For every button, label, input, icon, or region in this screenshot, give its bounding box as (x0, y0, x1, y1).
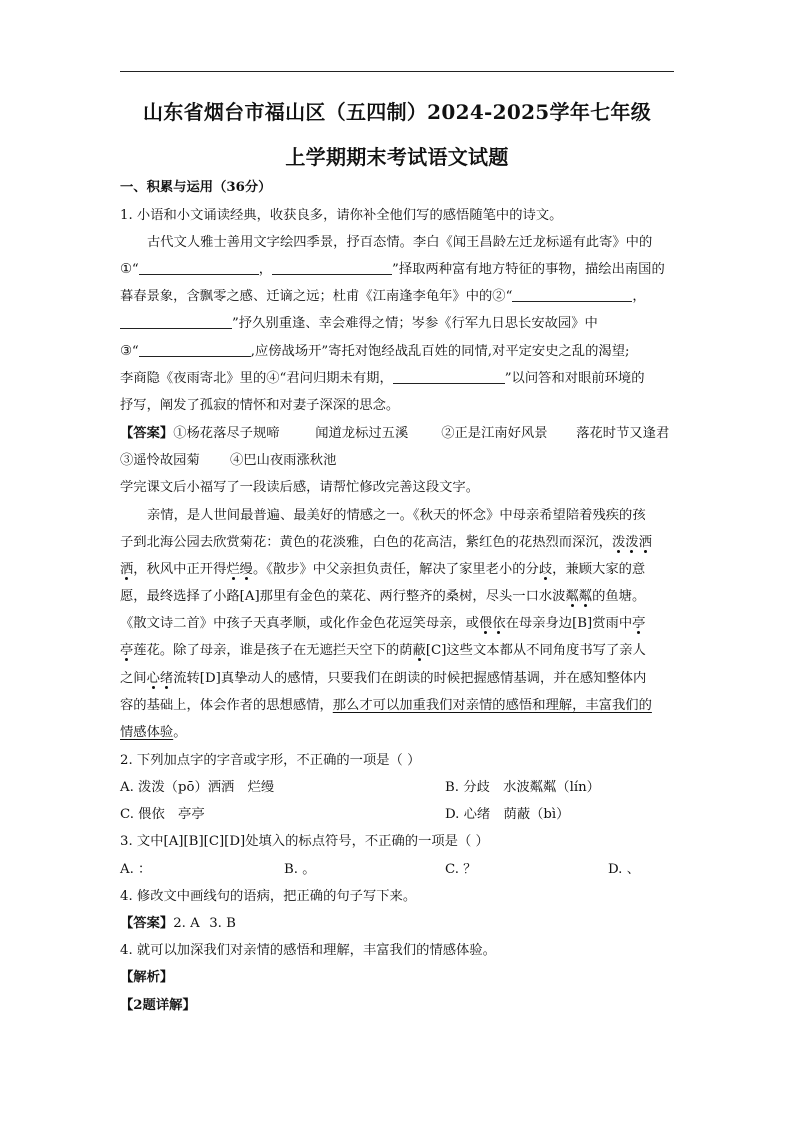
page-title: 山东省烟台市福山区（五四制）2024-2025学年七年级 (142, 100, 652, 124)
answer-item: 2. A (173, 916, 200, 931)
dotted-char: 粼 (565, 589, 579, 604)
dotted-char: 烂 (226, 562, 240, 577)
dotted-char: 蔽 (412, 643, 426, 658)
passage-line (120, 669, 646, 689)
q2-option-d: D. 心绪 荫蔽（bì） (445, 807, 570, 822)
answer-blank[interactable] (139, 260, 259, 275)
dotted-char: 偎 (479, 616, 493, 631)
dotted-char: 绪 (159, 671, 174, 686)
dotted-char: 粼 (578, 589, 593, 604)
passage-line (120, 587, 645, 607)
answer-label: 【答案】 (120, 426, 174, 441)
q2-option-a: A. 泼泼（pō）洒洒 烂缦 (120, 780, 275, 795)
text: ,应傍战场开”寄托对饱经战乱百姓的同情,对平定安史之乱的渴望; (250, 344, 630, 359)
text: 流转[D]真挚动人的感情，只要我们在朗读的时候把握感情基调，并在感知整体内 (173, 671, 647, 686)
passage-line (120, 533, 652, 553)
text: 的鱼塘。 (592, 589, 646, 604)
passage-line: 亲情，是人世间最普遍、最美好的情感之一。《秋天的怀念》中母亲希望陪着残疾的孩 (147, 508, 646, 523)
q1-answer (120, 424, 669, 444)
answer-blank[interactable] (272, 260, 392, 275)
text: 之间 (120, 671, 147, 686)
passage-line (120, 560, 645, 580)
answer-item: ③遥怜故园菊 (120, 453, 200, 468)
analysis-label: 【解析】 (120, 970, 174, 985)
dotted-char: 依 (492, 616, 506, 631)
underlined-sentence: 情感体验 (120, 725, 174, 740)
text: 《散文诗二首》中孩子天真孝顺，或化作金色花逗笑母亲，或 (120, 616, 480, 631)
q2-stem: 2. 下列加点字的字音或字形，不正确的一项是（ ） (120, 753, 421, 768)
page-subtitle: 上学期期末考试语文试题 (285, 145, 509, 169)
answer-item: ①杨花落尽子规啼 (173, 426, 280, 441)
answer-blank[interactable] (120, 314, 232, 329)
text: ， (258, 262, 273, 277)
answer-line: 4. 就可以加深我们对亲情的感悟和理解，丰富我们的情感体验。 (120, 943, 496, 958)
passage-line (120, 614, 645, 634)
q4-stem: 4. 修改文中画线句的语病，把正确的句子写下来。 (120, 889, 417, 904)
answer-blank[interactable] (139, 342, 251, 357)
q3-option-b: B. 。 (284, 862, 316, 877)
text: 暮春景象，含飘零之感、迁谪之远；杜甫《江南逢李龟年》中的②“ (120, 289, 513, 304)
q1-paragraph-line: 抒写，阐发了孤寂的情怀和对妻子深深的思念。 (120, 398, 400, 413)
detail-label: 【2题详解】 (120, 998, 196, 1013)
text: ③“ (120, 344, 139, 359)
dotted-char: 心 (146, 671, 160, 686)
dotted-char: 亭 (632, 616, 646, 631)
header-rule (120, 71, 674, 72)
dotted-char: 亭 (120, 643, 134, 658)
q1-paragraph-line (120, 260, 665, 280)
text: ， (632, 289, 646, 304)
text: ①“ (120, 262, 139, 277)
answer-item: ④巴山夜雨涨秋池 (230, 453, 337, 468)
text: [C]这些文本都从不同角度书写了亲人 (425, 643, 646, 658)
answer-item: 3. B (209, 916, 236, 931)
underlined-sentence: 那么才可以加重我们对亲情的感悟和理解，丰富我们的 (332, 698, 652, 713)
text: 莲花。除了母亲，谁是孩子在无遮拦天空下的荫 (133, 643, 413, 658)
text: ”择取两种富有地方特征的事物，描绘出南国的 (392, 262, 665, 277)
text: ”抒久别重逢、幸会难得之情；岑参《行军九日思长安故园》中 (232, 316, 598, 331)
text: 子到北海公园去欣赏菊花：黄色的花淡雅，白色的花高洁，紫红色的花热烈而深沉， (120, 535, 612, 550)
answer-blank[interactable] (512, 287, 632, 302)
passage-line (120, 723, 186, 743)
dotted-char: 歧 (538, 562, 553, 577)
dotted-char: 泼 (625, 535, 639, 550)
answer-item: 落花时节又逢君 (576, 426, 670, 441)
dotted-char: 洒 (120, 562, 134, 577)
q1-paragraph-line (120, 342, 629, 362)
q2-option-b: B. 分歧 水波粼粼（lín） (445, 780, 600, 795)
passage-line (120, 696, 652, 716)
dotted-char: 洒 (638, 535, 652, 550)
q1-paragraph-line (120, 287, 646, 307)
passage-intro: 学完课文后小福写了一段读后感，请帮忙修改完善这段文字。 (120, 480, 480, 495)
q1-stem: 1. 小语和小文诵读经典，收获良多，请你补全他们写的感悟随笔中的诗文。 (120, 208, 563, 223)
q2-option-c: C. 偎依 亭亭 (120, 807, 205, 822)
text: 在母亲身边[B]赏雨中 (505, 616, 633, 631)
answer-label: 【答案】 (120, 916, 174, 931)
text: 愿，最终选择了小路[A]那里有金色的菜花、两行整齐的桑树，尽头一口水波 (120, 589, 566, 604)
answer-line (120, 914, 236, 934)
q1-paragraph-line (120, 314, 598, 334)
section-heading: 一、积累与运用（36分） (120, 180, 272, 195)
q1-paragraph-line (120, 369, 645, 389)
text: 。 (173, 725, 187, 740)
dotted-char: 泼 (611, 535, 626, 550)
q3-stem: 3. 文中[A][B][C][D]处填入的标点符号，不正确的一项是（ ） (120, 834, 489, 849)
q1-paragraph-line (147, 233, 674, 253)
q3-option-a: A. ： (120, 862, 152, 877)
answer-item: ②正是江南好风景 (441, 426, 548, 441)
q3-option-c: C. ？ (445, 862, 477, 877)
q3-option-d: D. 、 (608, 862, 640, 877)
dotted-char: 缦 (239, 562, 253, 577)
text: 。《散步》中父亲担负责任，解决了家里老小的分 (252, 562, 539, 577)
q1-answer-continued (120, 451, 336, 471)
answer-item: 闻道龙标过五溪 (315, 426, 409, 441)
answer-blank[interactable] (393, 369, 505, 384)
text: ”以问答和对眼前环境的 (504, 371, 645, 386)
text: 李商隐《夜雨寄北》里的④“君问归期未有期， (120, 371, 393, 386)
text: ，兼顾大家的意 (552, 562, 646, 577)
text: ，秋风中正开得 (133, 562, 227, 577)
text: 古代文人雅士善用文字绘四季景，抒百态情。李白《闻王昌龄左迁龙标遥有此寄》中的 (147, 235, 653, 250)
text: 容的基础上，体会作者的思想感情， (120, 698, 333, 713)
passage-line (120, 641, 646, 661)
